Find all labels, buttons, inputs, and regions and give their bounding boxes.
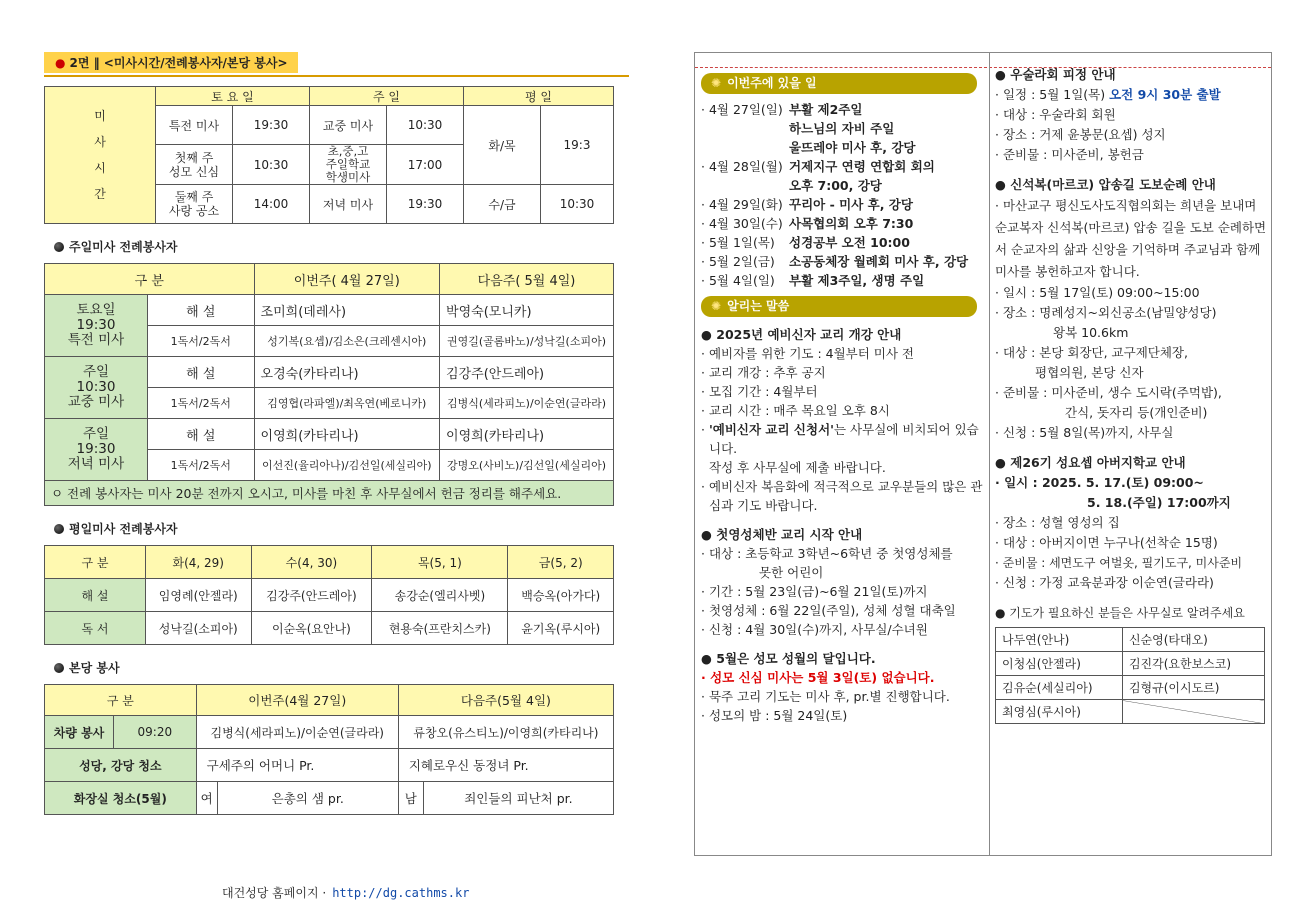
server-name: 이순옥(요안나): [251, 612, 372, 645]
notice-line: · 일정 : 5월 1일(목) 오전 9시 30분 출발: [995, 87, 1221, 102]
sat-mass-time: 19:30: [233, 106, 310, 145]
prayer-name: 이청심(안젤라): [996, 652, 1123, 676]
server-name: 김영협(라파엘)/최옥연(베로니카): [254, 388, 440, 419]
notice-line: · 교리 개강 : 추후 공지: [701, 365, 826, 380]
service-label: 성당, 강당 청소: [45, 749, 197, 782]
role: 해 설: [148, 295, 255, 326]
notice-line: · 신청 : 5월 8일(목)까지, 사무실: [995, 425, 1174, 440]
mass-label: 주일 10:30 교중 미사: [45, 357, 148, 419]
left-page: [44, 52, 629, 815]
sun-icon: ✺: [711, 299, 722, 313]
mass-times-label: 미 사 시 간: [45, 87, 156, 224]
server-name: 강명오(사비노)/김선일(세실리아): [440, 450, 614, 481]
notice-line: · 대상 : 우술라회 회원: [995, 107, 1116, 122]
week-mass-time: 10:30: [541, 185, 614, 224]
notices-banner: ✺ 알리는 말씀: [701, 296, 977, 317]
notice-line: · 교리 시간 : 매주 목요일 오후 8시: [701, 403, 890, 418]
role: 독 서: [45, 612, 146, 645]
service-group: 죄인들의 피난처 pr.: [423, 782, 613, 815]
event-detail: 하느님의 자비 주일: [789, 121, 895, 136]
sun-mass-name: 초,중,고 주일학교 학생미사: [310, 145, 387, 185]
notice-line: 간식, 돗자리 등(개인준비): [1065, 405, 1208, 420]
server-name: 성기복(요셉)/김소은(크레센시아): [254, 326, 440, 357]
bullet-icon: [54, 524, 64, 534]
col-category: 구 분: [45, 264, 255, 295]
notice-line: · 모집 기간 : 4월부터: [701, 384, 818, 399]
sat-mass-name: 첫째 주 성모 신심: [156, 145, 233, 185]
role: 해 설: [148, 357, 255, 388]
server-name: 오경숙(카타리나): [254, 357, 440, 388]
notice-line: · 신청 : 4월 30일(수)까지, 사무실/수녀원: [701, 622, 928, 637]
sat-mass-name: 둘째 주 사랑 공소: [156, 185, 233, 224]
homepage-link[interactable]: http://dg.cathms.kr: [332, 886, 470, 900]
gender-label: 남: [398, 782, 423, 815]
mary-month-title: ● 5월은 성모 성월의 달입니다.: [701, 651, 876, 666]
server-name: 백승옥(아가다): [508, 579, 614, 612]
notice-line: · 준비물 : 미사준비, 봉헌금: [995, 147, 1144, 162]
header-rule: [44, 75, 629, 77]
sat-mass-time: 14:00: [233, 185, 310, 224]
server-name: 박영숙(모니카): [440, 295, 614, 326]
event-item: · 4월 30일(수) 사목협의회 오후 7:30: [701, 216, 914, 231]
notice-line: · 장소 : 거제 윤봉문(요셉) 성지: [995, 127, 1166, 142]
mass-label: 주일 19:30 저녁 미사: [45, 419, 148, 481]
event-detail: 오후 7:00, 강당: [789, 178, 882, 193]
server-name: 김강주(안드레아): [251, 579, 372, 612]
weekday-servers-title: 평일미사 전례봉사자: [54, 520, 629, 537]
bullet-icon: [54, 242, 64, 252]
prayer-name: 김유순(세실리아): [996, 676, 1123, 700]
sun-icon: ✺: [711, 76, 722, 90]
service-label: 화장실 청소(5월): [45, 782, 197, 815]
prayer-name: 신순영(타대오): [1122, 628, 1264, 652]
header-saturday: 토 요 일: [156, 87, 310, 106]
events-list: [701, 100, 985, 290]
col-this-week: 이번주(4월 27일): [196, 685, 398, 716]
sunday-servers-table: [44, 263, 614, 506]
week-mass-day: 수/금: [464, 185, 541, 224]
parish-service-table: [44, 684, 614, 815]
service-person: 류창오(유스티노)/이영희(카타리나): [398, 716, 613, 749]
sun-mass-time: 19:30: [387, 185, 464, 224]
red-dot-icon: ●: [55, 56, 66, 70]
col-category: 구 분: [45, 685, 197, 716]
service-time: 09:20: [114, 716, 197, 749]
notice-line: · 묵주 고리 기도는 미사 후, pr.별 진행합니다.: [701, 689, 950, 704]
servers-note: ㅇ 전례 봉사자는 미사 20분 전까지 오시고, 미사를 마친 후 사무실에서 헌금 정리를 해주세요.: [45, 481, 614, 506]
sun-mass-time: 10:30: [387, 106, 464, 145]
server-name: 이영희(카타리나): [254, 419, 440, 450]
mass-label: 토요일 19:30 특전 미사: [45, 295, 148, 357]
event-item: · 4월 27일(일) 부활 제2주일: [701, 102, 863, 117]
notice-line: · 예비신자 복음화에 적극적으로 교우분들의 많은 관심과 기도 바랍니다.: [701, 479, 983, 513]
sun-mass-name: 저녁 미사: [310, 185, 387, 224]
notice-line: · 예비자를 위한 기도 : 4월부터 미사 전: [701, 346, 915, 361]
notice-line-red: · 성모 신심 미사는 5월 3일(토) 없습니다.: [701, 670, 935, 685]
role: 해 설: [45, 579, 146, 612]
father-school-title: ● 제26기 성요셉 아버지학교 안내: [995, 455, 1186, 470]
notice-line: · 일시 : 2025. 5. 17.(토) 09:00~: [995, 475, 1204, 490]
sun-mass-time: 17:00: [387, 145, 464, 185]
role: 해 설: [148, 419, 255, 450]
service-group: 구세주의 어머니 Pr.: [196, 749, 398, 782]
header-sunday: 주 일: [310, 87, 464, 106]
sat-mass-name: 특전 미사: [156, 106, 233, 145]
role: 1독서/2독서: [148, 450, 255, 481]
server-name: 이선진(율리아나)/김선일(세실리아): [254, 450, 440, 481]
event-item: · 5월 4일(일) 부활 제3주일, 생명 주일: [701, 273, 925, 288]
col-day: 금(5, 2): [508, 546, 614, 579]
event-item: · 5월 2일(금) 소공동체장 월례회 미사 후, 강당: [701, 254, 969, 269]
server-name: 이영희(카타리나): [440, 419, 614, 450]
prayer-name: 최영심(루시아): [996, 700, 1123, 724]
column-divider: [989, 53, 990, 855]
this-week-banner: ✺ 이번주에 있을 일: [701, 73, 977, 94]
prayer-name: 나두연(안나): [996, 628, 1123, 652]
right-page: [694, 52, 1272, 856]
prayer-name: 김진각(요한보스코): [1122, 652, 1264, 676]
prayer-table: [995, 627, 1265, 724]
notice-line: · 신청 : 가정 교육분과장 이순연(글라라): [995, 575, 1214, 590]
section-header: ● 2면 ‖ <미사시간/전례봉사자/본당 봉사>: [44, 52, 298, 73]
communion-title: ● 첫영성체반 교리 시작 안내: [701, 527, 863, 542]
weekday-servers-table: [44, 545, 614, 645]
service-group: 은총의 샘 pr.: [217, 782, 398, 815]
server-name: 윤기옥(루시아): [508, 612, 614, 645]
server-name: 현용숙(프란치스카): [372, 612, 508, 645]
parish-service-title: 본당 봉사: [54, 659, 629, 676]
notice-line: · 준비물 : 세면도구 여벌옷, 필기도구, 미사준비: [995, 556, 1243, 570]
bullet-icon: [54, 663, 64, 673]
left-column: [701, 73, 985, 725]
server-name: 조미희(데레사): [254, 295, 440, 326]
footer: 대건성당 홈페이지 · http://dg.cathms.kr: [222, 886, 470, 900]
server-name: 권영길(골롬바노)/성낙길(소피아): [440, 326, 614, 357]
notice-line: · 대상 : 초등학교 3학년~6학년 중 첫영성체를: [701, 546, 953, 561]
pilgrimage-desc: · 마산교구 평신도사도직협의회는 희년을 보내며 순교복자 신석복(마르코) 압송 길을 도보 순례하면서 순교자의 삶과 신앙을 기억하며 주교님과 함께 미사를 봉헌하고자 합니다.: [995, 198, 1267, 279]
col-day: 수(4, 30): [251, 546, 372, 579]
notice-line: 평협의원, 본당 신자: [1035, 365, 1144, 380]
notice-line: · 준비물 : 미사준비, 생수 도시락(주먹밥),: [995, 385, 1222, 400]
week-mass-day: 화/목: [464, 106, 541, 185]
event-detail: 울뜨레야 미사 후, 강당: [789, 140, 916, 155]
right-column: [995, 65, 1267, 724]
catechumen-title: ● 2025년 예비신자 교리 개강 안내: [701, 327, 902, 342]
col-category: 구 분: [45, 546, 146, 579]
prayer-title: ● 기도가 필요하신 분들은 사무실로 알려주세요: [995, 606, 1245, 620]
server-name: 임영례(안젤라): [146, 579, 252, 612]
col-day: 화(4, 29): [146, 546, 252, 579]
notice-line: · 기간 : 5월 23일(금)~6월 21일(토)까지: [701, 584, 928, 599]
col-day: 목(5, 1): [372, 546, 508, 579]
col-next-week: 다음주(5월 4일): [398, 685, 613, 716]
event-item: · 5월 1일(목) 성경공부 오전 10:00: [701, 235, 910, 250]
event-item: · 4월 29일(화) 꾸리아 - 미사 후, 강당: [701, 197, 913, 212]
col-next-week: 다음주( 5월 4일): [440, 264, 614, 295]
sun-mass-name: 교중 미사: [310, 106, 387, 145]
server-name: 송강순(엘리사벳): [372, 579, 508, 612]
mass-times-table: [44, 86, 614, 224]
pilgrimage-title: ● 신석복(마르코) 압송길 도보순례 안내: [995, 177, 1216, 192]
notice-line: 작성 후 사무실에 제출 바랍니다.: [709, 460, 886, 475]
prayer-name: 김형규(이시도르): [1122, 676, 1264, 700]
server-name: 성낙길(소피아): [146, 612, 252, 645]
col-this-week: 이번주( 4월 27일): [254, 264, 440, 295]
notice-line: · 대상 : 아버지이면 누구나(선착순 15명): [995, 535, 1218, 550]
sunday-servers-title: 주일미사 전례봉사자: [54, 238, 629, 255]
service-person: 김병식(세라피노)/이순연(글라라): [196, 716, 398, 749]
notice-line: · 성모의 밤 : 5월 24일(토): [701, 708, 848, 723]
notice-line: 왕복 10.6km: [1053, 325, 1129, 340]
notice-line: · 첫영성체 : 6월 22일(주일), 성체 성혈 대축일: [701, 603, 956, 618]
notice-line: · 대상 : 본당 회장단, 교구제단체장,: [995, 345, 1188, 360]
notice-line: 못한 어린이: [759, 565, 824, 580]
gender-label: 여: [196, 782, 217, 815]
server-name: 김강주(안드레아): [440, 357, 614, 388]
notice-line: 5. 18.(주일) 17:00까지: [1087, 495, 1231, 510]
event-item: · 4월 28일(월) 거제지구 연령 연합회 회의: [701, 159, 935, 174]
sat-mass-time: 10:30: [233, 145, 310, 185]
notice-line: · 일시 : 5월 17일(토) 09:00~15:00: [995, 285, 1200, 300]
service-group: 지혜로우신 동정녀 Pr.: [398, 749, 613, 782]
week-mass-time: 19:3: [541, 106, 614, 185]
role: 1독서/2독서: [148, 388, 255, 419]
service-label: 차량 봉사: [45, 716, 114, 749]
notice-line: · 장소 : 명례성지~외신공소(남밀양성당): [995, 305, 1217, 320]
notice-line: · 장소 : 성혈 영성의 집: [995, 515, 1120, 530]
header-weekday: 평 일: [464, 87, 614, 106]
role: 1독서/2독서: [148, 326, 255, 357]
notice-line: · '예비신자 교리 신청서'는 사무실에 비치되어 있습니다.: [701, 422, 979, 456]
legion-title: ● 우술라회 피정 안내: [995, 67, 1116, 82]
server-name: 김병식(세라피노)/이순연(글라라): [440, 388, 614, 419]
empty-cell: [1122, 700, 1264, 724]
